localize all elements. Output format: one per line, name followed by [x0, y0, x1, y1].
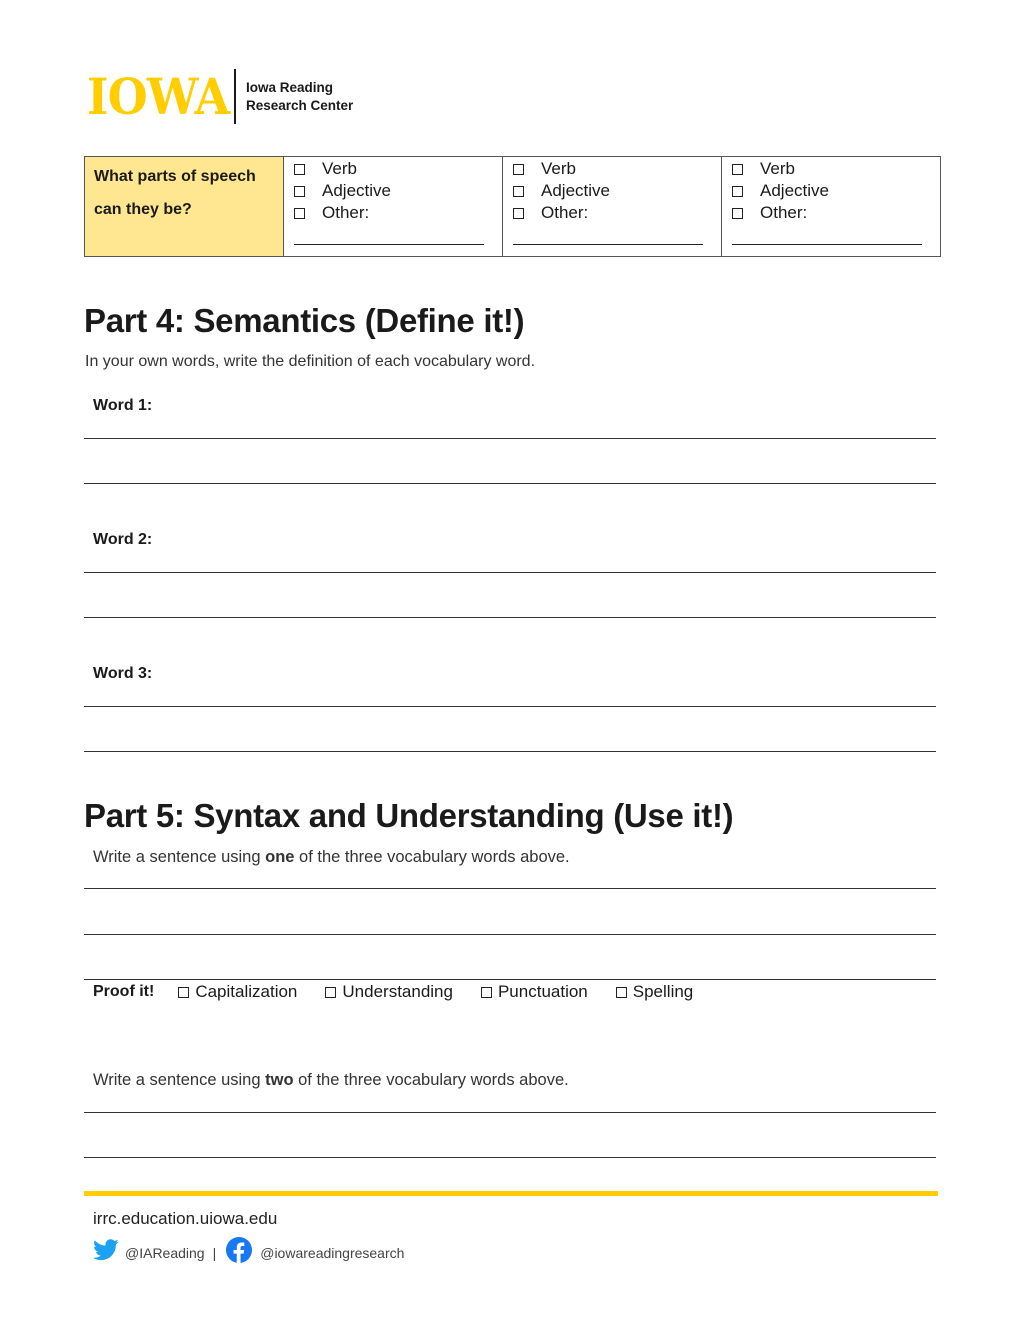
verb-label: Verb [541, 159, 576, 178]
parts-of-speech-table [84, 156, 941, 257]
checkbox-icon[interactable] [513, 186, 524, 197]
sentence1-line-3[interactable] [84, 979, 936, 980]
verb-option[interactable] [732, 158, 940, 180]
sentence1-line-2[interactable] [84, 934, 936, 935]
proof-punctuation[interactable] [481, 982, 588, 1002]
part5-title: Part 5: Syntax and Understanding (Use it!) [84, 797, 734, 834]
prompt-one-pre: Write a sentence using [93, 848, 266, 866]
checkbox-icon[interactable] [732, 186, 743, 197]
verb-option[interactable] [513, 158, 721, 180]
pos-header-line2: can they be? [94, 201, 192, 218]
other-option[interactable] [732, 202, 940, 224]
adjective-option[interactable] [294, 180, 502, 202]
checkbox-icon[interactable] [732, 208, 743, 219]
sentence2-line-2[interactable] [84, 1157, 936, 1158]
word2-line-1[interactable] [84, 572, 936, 573]
adjective-label: Adjective [541, 181, 610, 200]
org-name-line1: Iowa Reading [246, 80, 334, 95]
social-links [93, 1237, 404, 1269]
checkbox-icon[interactable] [294, 186, 305, 197]
iowa-logo: IOWA [87, 67, 230, 126]
website-link[interactable]: irrc.education.uiowa.edu [93, 1209, 278, 1228]
part5-prompt-one [93, 847, 570, 867]
sentence1-line-1[interactable] [84, 888, 936, 889]
checkbox-icon[interactable] [513, 208, 524, 219]
logo-divider [234, 69, 236, 124]
proof-understanding[interactable] [325, 982, 453, 1002]
part4-title: Part 4: Semantics (Define it!) [84, 302, 525, 339]
word2-line-2[interactable] [84, 617, 936, 618]
pos-header-line1: What parts of speech [94, 168, 256, 185]
other-blank-line[interactable] [732, 224, 922, 245]
proof-label: Proof it! [93, 983, 155, 1000]
checkbox-icon[interactable] [294, 208, 305, 219]
word1-line-2[interactable] [84, 483, 936, 484]
proof-item-label: Capitalization [195, 982, 298, 1001]
verb-label: Verb [322, 159, 357, 178]
twitter-handle[interactable]: @IAReading [125, 1245, 205, 1261]
org-name [246, 79, 353, 115]
prompt-one-post: of the three vocabulary words above. [294, 848, 570, 866]
org-name-line2: Research Center [246, 98, 354, 113]
prompt-two-bold: two [265, 1071, 294, 1089]
word3-line-2[interactable] [84, 751, 936, 752]
pos-column-3 [722, 157, 940, 256]
checkbox-icon[interactable] [294, 164, 305, 175]
other-label: Other: [541, 203, 589, 222]
word3-line-1[interactable] [84, 706, 936, 707]
prompt-two-post: of the three vocabulary words above. [293, 1071, 569, 1089]
pos-column-1 [284, 157, 503, 256]
word2-label: Word 2: [93, 531, 153, 548]
adjective-label: Adjective [760, 181, 829, 200]
other-blank-line[interactable] [513, 224, 703, 245]
adjective-option[interactable] [732, 180, 940, 202]
facebook-handle[interactable]: @iowareadingresearch [260, 1245, 405, 1261]
proof-item-label: Punctuation [497, 982, 588, 1001]
adjective-option[interactable] [513, 180, 721, 202]
sentence2-line-1[interactable] [84, 1112, 936, 1113]
proof-spelling[interactable] [616, 982, 694, 1002]
part4-instruction: In your own words, write the definition of each vocabulary word. [85, 353, 536, 370]
verb-option[interactable] [294, 158, 502, 180]
proof-item-label: Spelling [632, 982, 694, 1001]
social-separator: | [212, 1245, 217, 1261]
checkbox-icon[interactable] [325, 987, 336, 998]
word1-label: Word 1: [93, 397, 153, 414]
proof-it-row [93, 982, 721, 1002]
proof-item-label: Understanding [342, 982, 453, 1001]
proof-capitalization[interactable] [178, 982, 297, 1002]
word3-label: Word 3: [93, 665, 153, 682]
other-blank-line[interactable] [294, 224, 484, 245]
part5-prompt-two [93, 1070, 569, 1090]
prompt-one-bold: one [265, 848, 295, 866]
word1-line-1[interactable] [84, 438, 936, 439]
adjective-label: Adjective [322, 181, 391, 200]
prompt-two-pre: Write a sentence using [93, 1071, 266, 1089]
checkbox-icon[interactable] [616, 987, 627, 998]
pos-table-header [85, 157, 284, 256]
verb-label: Verb [760, 159, 795, 178]
checkbox-icon[interactable] [513, 164, 524, 175]
checkbox-icon[interactable] [732, 164, 743, 175]
other-option[interactable] [294, 202, 502, 224]
checkbox-icon[interactable] [481, 987, 492, 998]
pos-column-2 [503, 157, 722, 256]
other-label: Other: [760, 203, 808, 222]
other-label: Other: [322, 203, 370, 222]
footer-accent-bar [84, 1191, 938, 1196]
other-option[interactable] [513, 202, 721, 224]
twitter-icon[interactable] [93, 1239, 119, 1267]
facebook-icon[interactable] [226, 1237, 252, 1269]
checkbox-icon[interactable] [178, 987, 189, 998]
